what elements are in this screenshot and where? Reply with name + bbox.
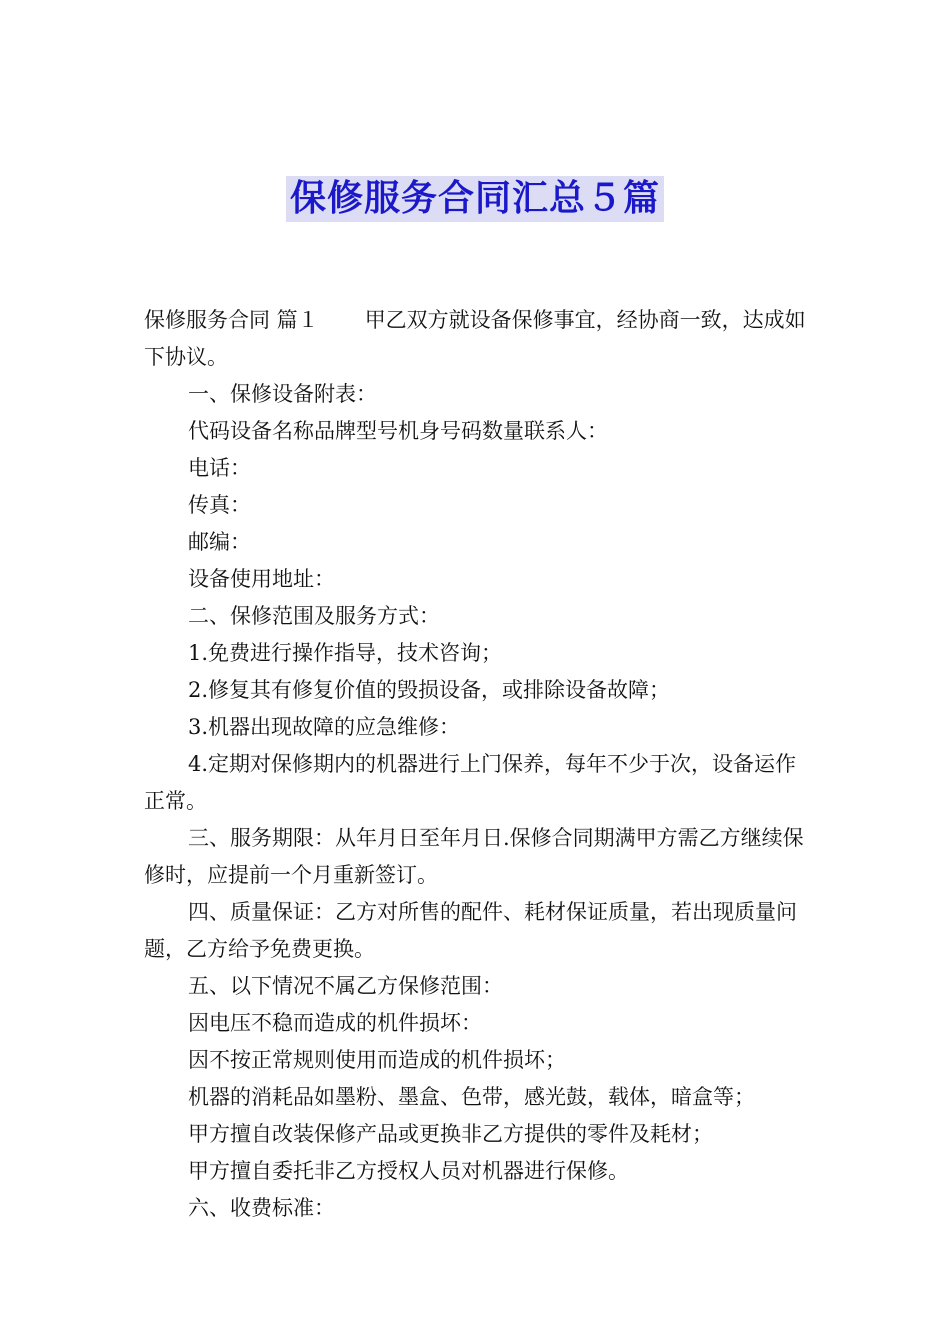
paragraph: 四、质量保证：乙方对所售的配件、耗材保证质量，若出现质量问题，乙方给予免费更换。: [144, 900, 797, 961]
paragraph: 设备使用地址：: [188, 567, 335, 591]
paragraph: 4.定期对保修期内的机器进行上门保养，每年不少于次，设备运作正常。: [144, 752, 797, 813]
document-title: 保修服务合同汇总５篇: [286, 176, 664, 222]
paragraph: 一、保修设备附表：: [188, 382, 377, 406]
paragraph: 邮编：: [188, 530, 251, 554]
paragraph: 六、收费标准：: [188, 1196, 335, 1220]
title-container: [0, 176, 950, 222]
paragraph: 甲方擅自委托非乙方授权人员对机器进行保修。: [188, 1159, 629, 1183]
paragraph: 1.免费进行操作指导，技术咨询；: [188, 641, 503, 665]
intro-text: 甲乙双方就设备保修事宜，经协商一致，达成如下协议。: [144, 308, 806, 369]
paragraph: 代码设备名称品牌型号机身号码数量联系人：: [188, 419, 608, 443]
paragraph: 因电压不稳而造成的机件损坏：: [188, 1011, 482, 1035]
section-heading: 保修服务合同 篇１: [144, 308, 319, 332]
paragraph: 二、保修范围及服务方式：: [188, 604, 440, 628]
document-body: [144, 302, 808, 1227]
paragraph: 3.机器出现故障的应急维修：: [188, 715, 461, 739]
paragraph: 机器的消耗品如墨粉、墨盒、色带，感光鼓，载体，暗盒等；: [188, 1085, 755, 1109]
paragraph: 传真：: [188, 493, 251, 517]
paragraph: 五、以下情况不属乙方保修范围：: [188, 974, 503, 998]
paragraph: 电话：: [188, 456, 251, 480]
intro-paragraph: [144, 302, 808, 376]
paragraph: 2.修复其有修复价值的毁损设备，或排除设备故障；: [188, 678, 671, 702]
paragraph: 甲方擅自改装保修产品或更换非乙方提供的零件及耗材；: [188, 1122, 713, 1146]
paragraph: 因不按正常规则使用而造成的机件损坏；: [188, 1048, 566, 1072]
paragraph: 三、服务期限：从年月日至年月日.保修合同期满甲方需乙方继续保修时，应提前一个月重新签订。: [144, 826, 804, 887]
